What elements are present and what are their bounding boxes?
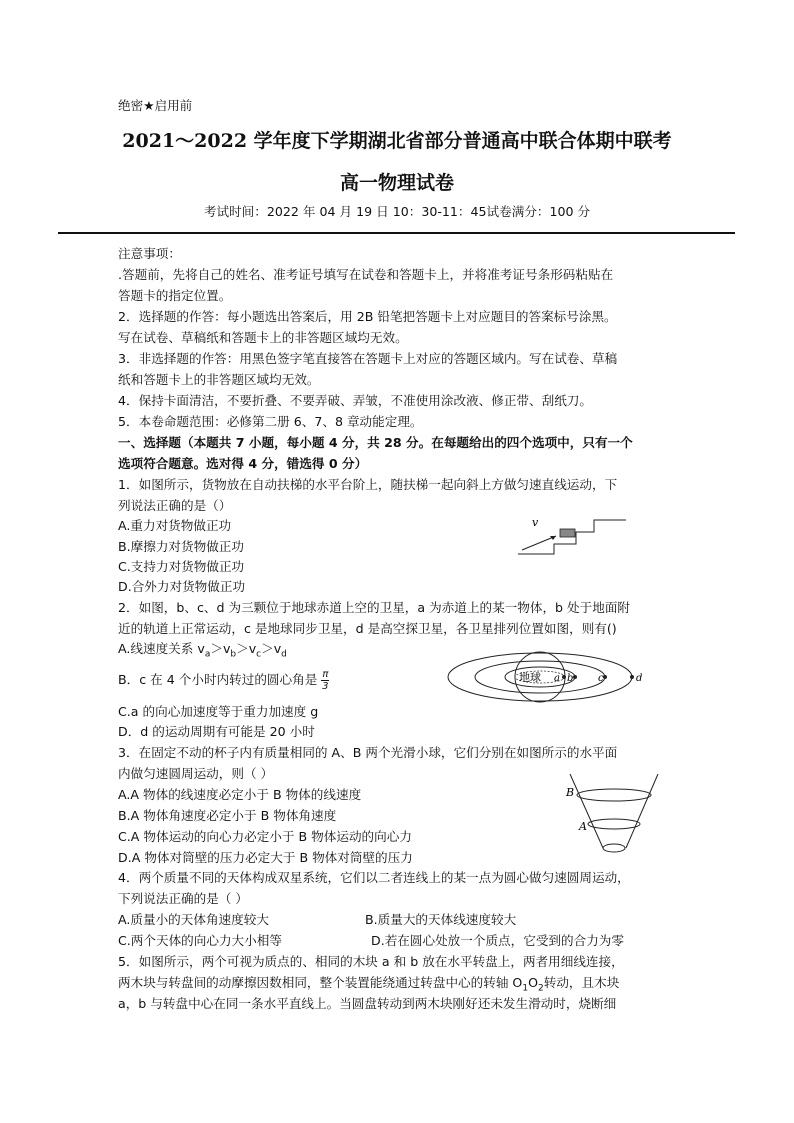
q3-stem: 3．在固定不动的杯子内有质量相同的 A、B 两个光滑小球，它们分别在如图所示的水平面 xyxy=(118,745,618,760)
q3-option-c: C.A 物体运动的向心力必定小于 B 物体运动的向心力 xyxy=(118,829,412,844)
q1-stem: 1．如图所示，货物放在自动扶梯的水平台阶上，随扶梯一起向斜上方做匀速直线运动，下 xyxy=(118,477,618,492)
q2-stem: 2．如图，b、c、d 为三颗位于地球赤道上空的卫星，a 为赤道上的某一物体，b 处于地面附 xyxy=(118,600,631,615)
q4-option-d: D.若在圆心处放一个质点，它受到的合力为零 xyxy=(371,933,624,948)
note-line: 答题卡的指定位置。 xyxy=(118,288,232,303)
section-heading: 一、选择题（本题共 7 小题，每小题 4 分，共 28 分。在每题给出的四个选项中，只有一个 xyxy=(118,435,633,450)
q3-option-a: A.A 物体的线速度必定小于 B 物体的线速度 xyxy=(118,787,362,802)
label-d: d xyxy=(636,673,643,684)
note-line: 纸和答题卡上的非答题区域均无效。 xyxy=(118,372,320,387)
label-b: b xyxy=(567,673,574,684)
q1-option-d: D.合外力对货物做正功 xyxy=(118,579,246,594)
exam-title: 2021～2022 学年度下学期湖北省部分普通高中联合体期中联考 xyxy=(122,130,672,152)
fraction: $\frac{\pi}{3}$ xyxy=(322,669,329,692)
q4-option-a: A.质量小的天体角速度较大 xyxy=(118,912,269,927)
note-line: 2．选择题的作答：每小题选出答案后，用 2B 铅笔把答题卡上对应题目的答案标号涂黑。 xyxy=(118,309,617,324)
earth-label: 地球 xyxy=(519,671,541,684)
cone-cup-figure xyxy=(560,768,670,860)
q2-option-a: A.线速度关系 $v_a>v_b>v_c>v_d$ xyxy=(118,641,287,660)
q1-stem-cont: 列说法正确的是（） xyxy=(118,498,232,513)
note-line: 5．本卷命题范围：必修第二册 6、7、8 章动能定理。 xyxy=(118,414,423,429)
exam-subtitle: 高一物理试卷 xyxy=(339,172,454,194)
q3-option-d: D.A 物体对筒壁的压力必定大于 B 物体对筒壁的压力 xyxy=(118,850,413,865)
q5-stem-cont: 两木块与转盘间的动摩擦因数相同，整个装置能绕通过转盘中心的转轴 $O_1O_2$转动，且木块 xyxy=(118,975,620,994)
header-divider xyxy=(58,232,735,234)
q5-stem-cont2: a，b 与转盘中心在同一条水平直线上。当圆盘转动到两木块刚好还未发生滑动时，烧断细 xyxy=(118,996,617,1011)
confidential-mark: 绝密★启用前 xyxy=(118,98,193,113)
q3-option-b: B.A 物体角速度必定小于 B 物体角速度 xyxy=(118,808,337,823)
label-c: c xyxy=(598,673,604,684)
q1-option-b: B.摩擦力对货物做正功 xyxy=(118,539,244,554)
note-line: 3．非选择题的作答：用黑色签字笔直接答在答题卡上对应的答题区域内。写在试卷、草稿 xyxy=(118,351,618,366)
q4-stem-cont: 下列说法正确的是（ ） xyxy=(118,891,248,906)
q2-option-d: D．d 的运动周期有可能是 20 小时 xyxy=(118,724,315,739)
q1-option-a: A.重力对货物做正功 xyxy=(118,518,232,533)
ball-a-label: A xyxy=(579,820,587,833)
q5-stem: 5．如图所示，两个可视为质点的、相同的木块 a 和 b 放在水平转盘上，两者用细线连接， xyxy=(118,954,624,969)
notes-heading: 注意事项： xyxy=(118,246,181,261)
q3-stem-cont: 内做匀速圆周运动，则（ ） xyxy=(118,766,274,781)
note-line: 4．保持卡面清洁，不要折叠、不要弄破、弄皱，不准使用涂改液、修正带、刮纸刀。 xyxy=(118,393,592,408)
note-line: 写在试卷、草稿纸和答题卡上的非答题区域均无效。 xyxy=(118,330,408,345)
ball-b-label: B xyxy=(566,786,575,799)
q2-stem-cont: 近的轨道上正常运动，c 是地球同步卫星，d 是高空探卫星，各卫星排列位置如图，则有() xyxy=(118,621,617,636)
q4-option-b: B.质量大的天体线速度较大 xyxy=(365,912,517,927)
q4-option-c: C.两个天体的向心力大小相等 xyxy=(118,933,282,948)
escalator-figure xyxy=(510,510,630,560)
exam-info: 考试时间：2022 年 04 月 19 日 10：30-11：45试卷满分：100 分 xyxy=(203,204,591,219)
velocity-label: v xyxy=(532,516,539,529)
satellite-orbit-figure xyxy=(445,650,655,708)
q1-option-c: C.支持力对货物做正功 xyxy=(118,559,245,574)
q2-option-c: C.a 的向心加速度等于重力加速度 g xyxy=(118,704,319,719)
label-a: a xyxy=(554,673,560,684)
q4-stem: 4．两个质量不同的天体构成双星系统，它们以二者连线上的某一点为圆心做匀速圆周运动， xyxy=(118,870,630,885)
section-heading-cont: 选项符合题意。选对得 4 分，错选得 0 分） xyxy=(118,456,368,471)
q2-option-b: B．c 在 4 个小时内转过的圆心角是 $\frac{\pi}{3}$ xyxy=(118,669,329,692)
note-line: .答题前，先将自己的姓名、准考证号填写在试卷和答题卡上，并将准考证号条形码粘贴在 xyxy=(118,267,614,282)
